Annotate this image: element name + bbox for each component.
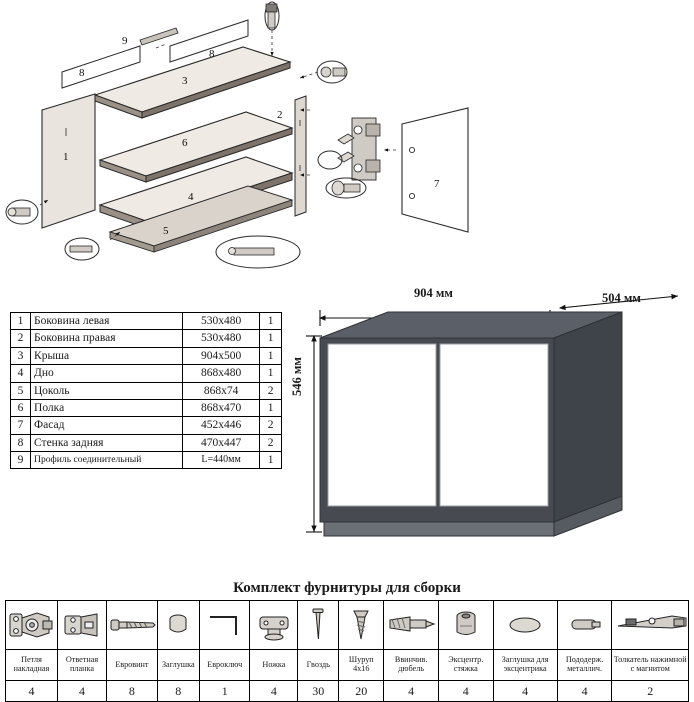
nail-icon (298, 601, 339, 650)
parts-list-table (10, 312, 282, 469)
part-connecting-profile (140, 28, 178, 45)
shelf-support-icon (557, 601, 612, 650)
svg-text:2: 2 (277, 109, 283, 121)
part-dimension: 868х74 (183, 382, 260, 399)
svg-text:4: 4 (188, 191, 194, 203)
kit-item-name: Толкатель нажимной с магнитом (612, 650, 689, 681)
part-number: 2 (11, 330, 31, 347)
table-row (11, 399, 282, 416)
kit-item-count: 2 (612, 681, 689, 702)
svg-text:1: 1 (63, 151, 69, 163)
svg-text:8: 8 (79, 67, 85, 79)
kit-item-name: Эксцентр. стяжка (438, 650, 493, 681)
kit-item-count: 8 (157, 681, 199, 702)
hardware-kit-table (5, 600, 689, 702)
svg-text:8: 8 (209, 48, 215, 60)
part-number: 5 (11, 382, 31, 399)
part-number: 8 (11, 434, 31, 451)
part-number: 1 (11, 313, 31, 330)
kit-item-name: Петля накладная (6, 650, 58, 681)
part-dimension: 530х480 (183, 313, 260, 330)
part-dimension: 904х500 (183, 347, 260, 364)
part-dimension: 530х480 (183, 330, 260, 347)
kit-item-name: Ввинчив. дюбель (384, 650, 439, 681)
kit-item-count: 4 (250, 681, 298, 702)
euroscrew-icon (107, 601, 158, 650)
kit-item-name: Заглушка для эксцентрика (493, 650, 557, 681)
part-name: Профиль соединительный (31, 452, 183, 469)
part-dimension: 868х470 (183, 399, 260, 416)
part-quantity: 2 (260, 434, 282, 451)
kit-item-name: Заглушка (157, 650, 199, 681)
assembled-cabinet-drawing (292, 286, 692, 561)
hinge-detail-group (338, 118, 380, 180)
part-quantity: 1 (260, 347, 282, 364)
hardware-callout-cam (317, 61, 347, 83)
eurokey-icon (199, 601, 250, 650)
cabinet-depth-label: 504 мм (602, 291, 641, 305)
kit-item-name: Пододерж. металлич. (557, 650, 612, 681)
dowel-icon (384, 601, 439, 650)
part-name: Боковина правая (31, 330, 183, 347)
hardware-callout-leg (6, 200, 38, 224)
hardware-callout-cap (326, 178, 366, 198)
table-row (11, 452, 282, 469)
part-quantity: 1 (260, 313, 282, 330)
part-quantity: 1 (260, 330, 282, 347)
kit-item-name: Шуруп 4х16 (339, 650, 384, 681)
kit-item-count: 4 (6, 681, 58, 702)
part-name: Стенка задняя (31, 434, 183, 451)
part-quantity: 2 (260, 382, 282, 399)
hinge-overlay-icon (6, 601, 58, 650)
part-name: Фасад (31, 417, 183, 434)
cam-cap-icon (493, 601, 557, 650)
cam-icon (438, 601, 493, 650)
svg-text:3: 3 (182, 75, 188, 87)
svg-text:7: 7 (434, 178, 440, 190)
table-row (11, 330, 282, 347)
table-row (11, 417, 282, 434)
table-row (11, 347, 282, 364)
part-name: Дно (31, 365, 183, 382)
table-row (11, 434, 282, 451)
kit-item-count: 4 (493, 681, 557, 702)
svg-text:6: 6 (182, 137, 188, 149)
part-quantity: 1 (260, 399, 282, 416)
kit-item-count: 4 (57, 681, 106, 702)
exploded-assembly-diagram (0, 0, 694, 290)
svg-text:5: 5 (163, 225, 169, 237)
cabinet-width-label: 904 мм (414, 286, 453, 300)
kit-item-name: Евроключ (199, 650, 250, 681)
hardware-callout-dowel (318, 151, 342, 169)
part-number: 4 (11, 365, 31, 382)
cap-icon (157, 601, 199, 650)
part-quantity: 1 (260, 452, 282, 469)
kit-item-count: 1 (199, 681, 250, 702)
svg-text:9: 9 (122, 35, 128, 47)
part-dimension: L=440мм (183, 452, 260, 469)
part-dimension: 470х447 (183, 434, 260, 451)
cabinet-height-label: 546 мм (290, 357, 304, 396)
leg-icon (250, 601, 298, 650)
table-row (11, 313, 282, 330)
kit-item-count: 8 (107, 681, 158, 702)
kit-item-count: 30 (298, 681, 339, 702)
kit-item-name: Евровинт (107, 650, 158, 681)
part-name: Боковина левая (31, 313, 183, 330)
kit-item-count: 4 (438, 681, 493, 702)
screw-icon (339, 601, 384, 650)
part-number: 3 (11, 347, 31, 364)
table-row (11, 365, 282, 382)
kit-item-name: Ответная планка (57, 650, 106, 681)
part-dimension: 868х480 (183, 365, 260, 382)
kit-item-name: Ножка (250, 650, 298, 681)
magnet-catch-icon (612, 601, 689, 650)
part-quantity: 2 (260, 417, 282, 434)
kit-item-count: 4 (557, 681, 612, 702)
part-back-panel-left (62, 46, 140, 88)
kit-item-count: 4 (384, 681, 439, 702)
part-side-panel-left (42, 94, 95, 228)
part-number: 7 (11, 417, 31, 434)
part-facade (402, 108, 468, 232)
part-name: Крыша (31, 347, 183, 364)
part-name: Цоколь (31, 382, 183, 399)
part-name: Полка (31, 399, 183, 416)
hardware-kit-title: Комплект фурнитуры для сборки (233, 580, 461, 596)
table-row (11, 382, 282, 399)
part-quantity: 1 (260, 365, 282, 382)
part-side-panel-right (295, 96, 306, 216)
kit-item-count: 20 (339, 681, 384, 702)
part-number: 6 (11, 399, 31, 416)
part-dimension: 452х446 (183, 417, 260, 434)
hinge-plate-icon (57, 601, 106, 650)
kit-item-name: Гвоздь (298, 650, 339, 681)
hardware-callout-bolt (265, 2, 279, 30)
hardware-callout-screw (65, 238, 99, 260)
hardware-callout-nail (216, 236, 300, 268)
part-number: 9 (11, 452, 31, 469)
